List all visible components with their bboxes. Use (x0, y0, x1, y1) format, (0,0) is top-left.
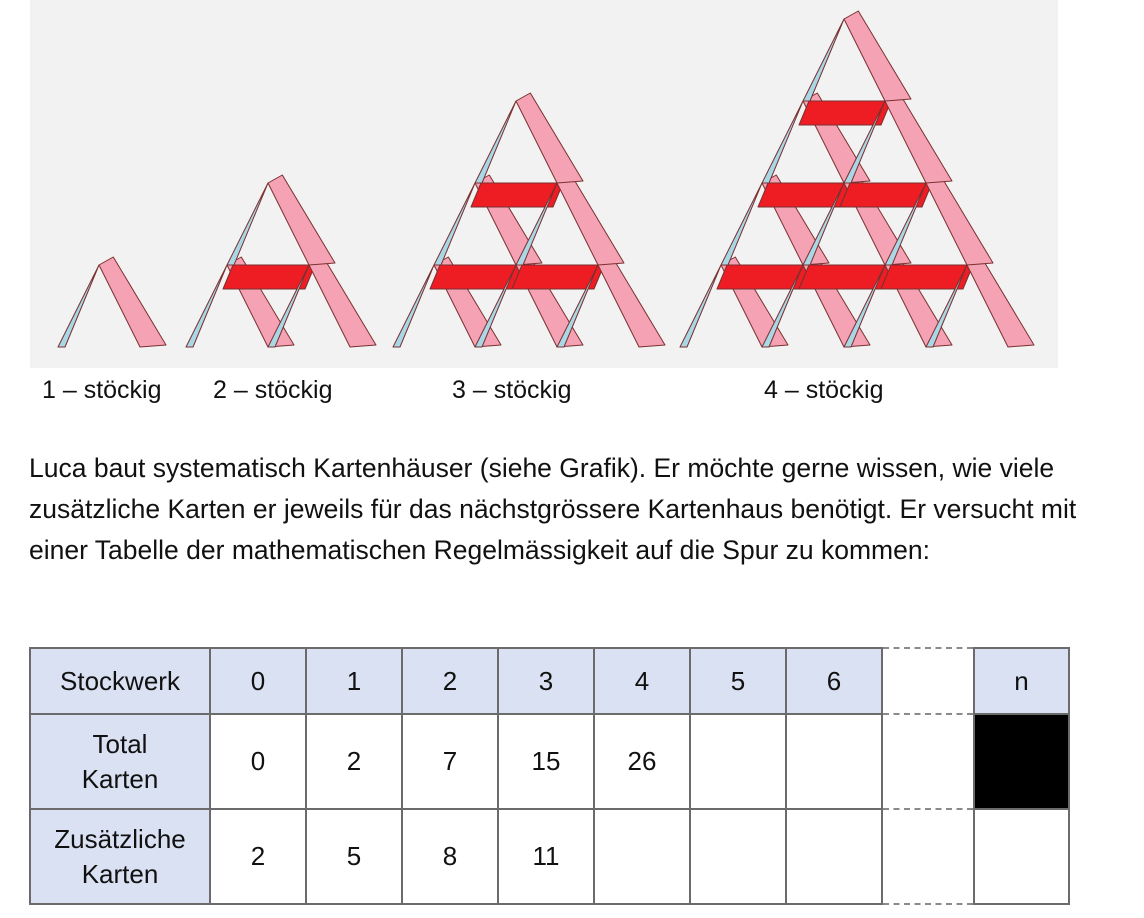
additional-cell: 2 (210, 809, 306, 904)
caption-4-story: 4 – stöckig (764, 376, 884, 404)
additional-gap-cell (882, 809, 974, 904)
level-cell: 5 (690, 648, 786, 714)
row-header-stockwerk: Stockwerk (30, 648, 210, 714)
card-flat (799, 265, 891, 289)
total-cell: 7 (402, 714, 498, 809)
additional-cell: 5 (306, 809, 402, 904)
card-flat (881, 265, 973, 289)
caption-2-story: 2 – stöckig (213, 376, 333, 404)
total-cell: 0 (210, 714, 306, 809)
card-flat (471, 183, 563, 207)
table-row-total (30, 714, 1069, 809)
card-table (29, 647, 1070, 905)
card-flat (840, 183, 932, 207)
caption-3-story: 3 – stöckig (452, 376, 572, 404)
total-cell (690, 714, 786, 809)
table-row-additional (30, 809, 1069, 904)
level-cell: 0 (210, 648, 306, 714)
level-gap-cell (882, 648, 974, 714)
row-header-total: Total Karten (30, 714, 210, 809)
total-cell: 15 (498, 714, 594, 809)
additional-cell: 11 (498, 809, 594, 904)
table-row-levels (30, 648, 1069, 714)
level-cell-n: n (974, 648, 1069, 714)
additional-cell: 8 (402, 809, 498, 904)
card-house-illustration (0, 0, 1144, 415)
card-flat (799, 101, 891, 125)
total-cell-n (974, 714, 1069, 809)
card-flat (717, 265, 809, 289)
level-cell: 4 (594, 648, 690, 714)
task-paragraph: Luca baut systematisch Kartenhäuser (siehe Grafik). Er möchte gerne wissen, wie viele zusätzliche Karten er jeweils für das nächstgrössere Kartenhaus benötigt. Er versucht mit einer Tabelle der mathematischen Regelmässigkeit auf die Spur zu kommen: (29, 453, 1077, 565)
additional-cell-n (974, 809, 1069, 904)
level-cell: 1 (306, 648, 402, 714)
additional-cell (690, 809, 786, 904)
card-flat (512, 265, 604, 289)
total-gap-cell (882, 714, 974, 809)
additional-cell (594, 809, 690, 904)
card-flat (758, 183, 850, 207)
additional-cell (786, 809, 882, 904)
level-cell: 6 (786, 648, 882, 714)
total-cell: 26 (594, 714, 690, 809)
card-flat (430, 265, 522, 289)
level-cell: 3 (498, 648, 594, 714)
row-header-additional: Zusätzliche Karten (30, 809, 210, 904)
card-flat (223, 265, 315, 289)
total-cell (786, 714, 882, 809)
caption-1-story: 1 – stöckig (42, 376, 162, 404)
level-cell: 2 (402, 648, 498, 714)
total-cell: 2 (306, 714, 402, 809)
